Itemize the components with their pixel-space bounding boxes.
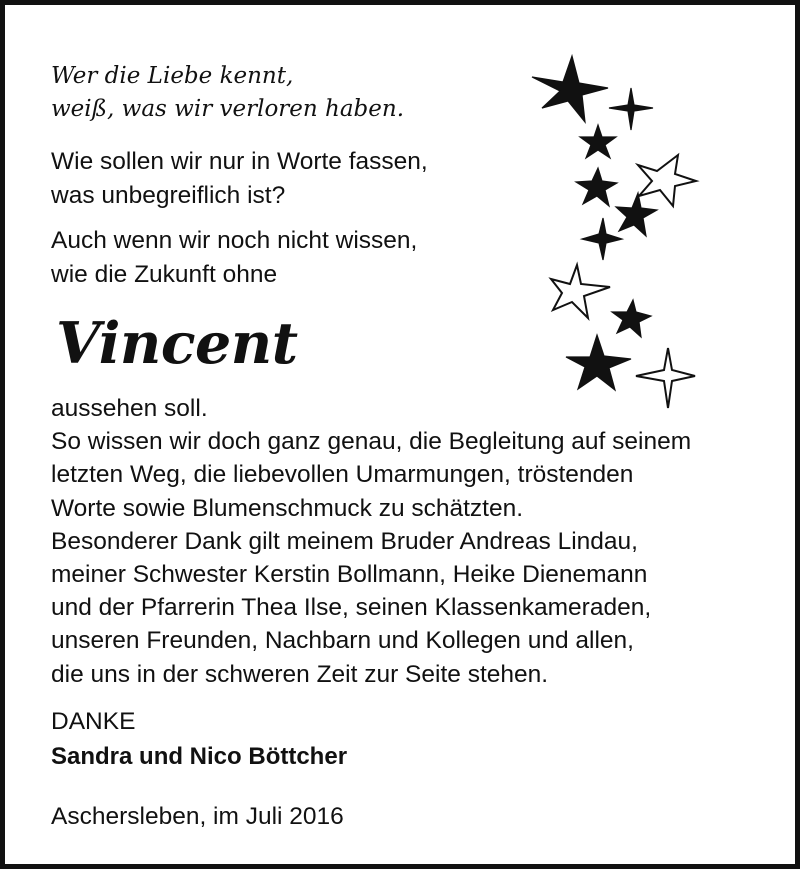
intro-line: Wie sollen wir nur in Worte fassen, [51, 148, 428, 175]
danke-label: DANKE [51, 708, 136, 735]
intro-line: was unbegreiflich ist? [51, 182, 286, 209]
body-line: Worte sowie Blumenschmuck zu schätzten. [51, 494, 524, 522]
sparkle-icon [609, 88, 653, 130]
star-icon [576, 168, 617, 206]
body-line: die uns in der schweren Zeit zur Seite stehen. [51, 660, 549, 688]
intro-line: wie die Zukunft ohne [51, 261, 278, 288]
sparkle-icon [582, 218, 622, 260]
outline-star-icon [551, 265, 610, 318]
poem-line-1: Wer die Liebe kennt, [51, 63, 294, 89]
star-icon [612, 300, 651, 337]
body-line: aussehen soll. [51, 395, 208, 422]
intro-line: Auch wenn wir noch nicht wissen, [51, 227, 418, 254]
body-line: unseren Freunden, Nachbarn und Kollegen und allen, [51, 627, 634, 655]
deceased-name: Vincent [56, 310, 298, 377]
thank-you-text [51, 392, 691, 691]
poem-line-2: weiß, was wir verloren haben. [51, 96, 405, 122]
body-line: So wissen wir doch ganz genau, die Begleitung auf seinem [51, 428, 692, 456]
star-icon [580, 125, 616, 158]
intro-paragraph-1 [51, 145, 428, 213]
star-icon [532, 56, 608, 122]
poem-quote [51, 60, 404, 126]
stars-icon [520, 48, 710, 413]
star-icon [616, 193, 657, 236]
intro-paragraph-2 [51, 224, 417, 292]
body-line: Besonderer Dank gilt meinem Bruder Andreas Lindau, [51, 527, 638, 555]
body-line: meiner Schwester Kerstin Bollmann, Heike Dienemann [51, 561, 648, 589]
star-icon [566, 335, 631, 390]
place-date: Aschersleben, im Juli 2016 [51, 803, 344, 830]
outline-star-icon [638, 155, 696, 206]
body-line: und der Pfarrerin Thea Ilse, seinen Klassenkameraden, [51, 594, 652, 622]
body-line: letzten Weg, die liebevollen Umarmungen, tröstenden [51, 461, 634, 489]
signature: Sandra und Nico Böttcher [51, 743, 348, 770]
